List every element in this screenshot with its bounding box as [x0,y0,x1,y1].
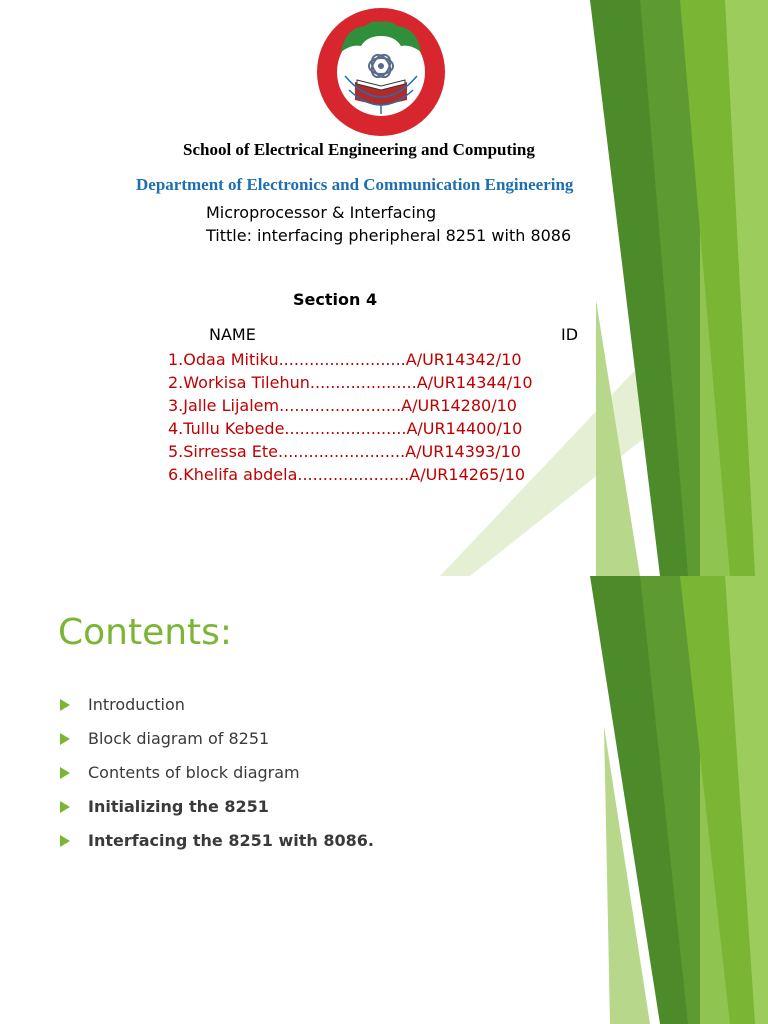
bullet-arrow-icon [60,801,70,813]
bullet-arrow-icon [60,699,70,711]
university-seal-icon [315,6,447,138]
member-row: 5.Sirressa Ete.........................A/UR14393/10 [168,442,521,461]
member-row: 4.Tullu Kebede........................A/UR14400/10 [168,419,523,438]
bullet-arrow-icon [60,835,70,847]
id-column-header: ID [561,325,579,344]
contents-item-label: Block diagram of 8251 [88,729,270,748]
contents-item [60,724,374,758]
contents-heading: Contents: [58,612,233,653]
contents-item [60,826,374,860]
contents-item [60,758,374,792]
member-row: 1.Odaa Mitiku.........................A/UR14342/10 [168,350,522,369]
member-row: 3.Jalle Lijalem........................A/UR14280/10 [168,396,517,415]
school-name: School of Electrical Engineering and Computing [183,140,535,159]
contents-item [60,690,374,724]
contents-list [60,690,374,860]
member-row: 2.Workisa Tilehun.....................A/UR14344/10 [168,373,533,392]
member-list [168,348,533,486]
contents-item-label: Initializing the 8251 [88,797,269,816]
section-label: Section 4 [293,290,378,309]
contents-item-label: Introduction [88,695,185,714]
contents-slide [0,576,768,1024]
contents-item-label: Contents of block diagram [88,763,300,782]
contents-item [60,792,374,826]
bullet-arrow-icon [60,733,70,745]
department-name: Department of Electronics and Communication Engineering [136,175,574,194]
bullet-arrow-icon [60,767,70,779]
name-column-header: NAME [209,325,256,344]
member-row: 6.Khelifa abdela......................A/UR14265/10 [168,465,526,484]
course-name: Microprocessor & Interfacing [206,203,437,222]
contents-item-label: Interfacing the 8251 with 8086. [88,831,374,850]
project-title: Tittle: interfacing pheripheral 8251 with 8086 [206,226,572,245]
